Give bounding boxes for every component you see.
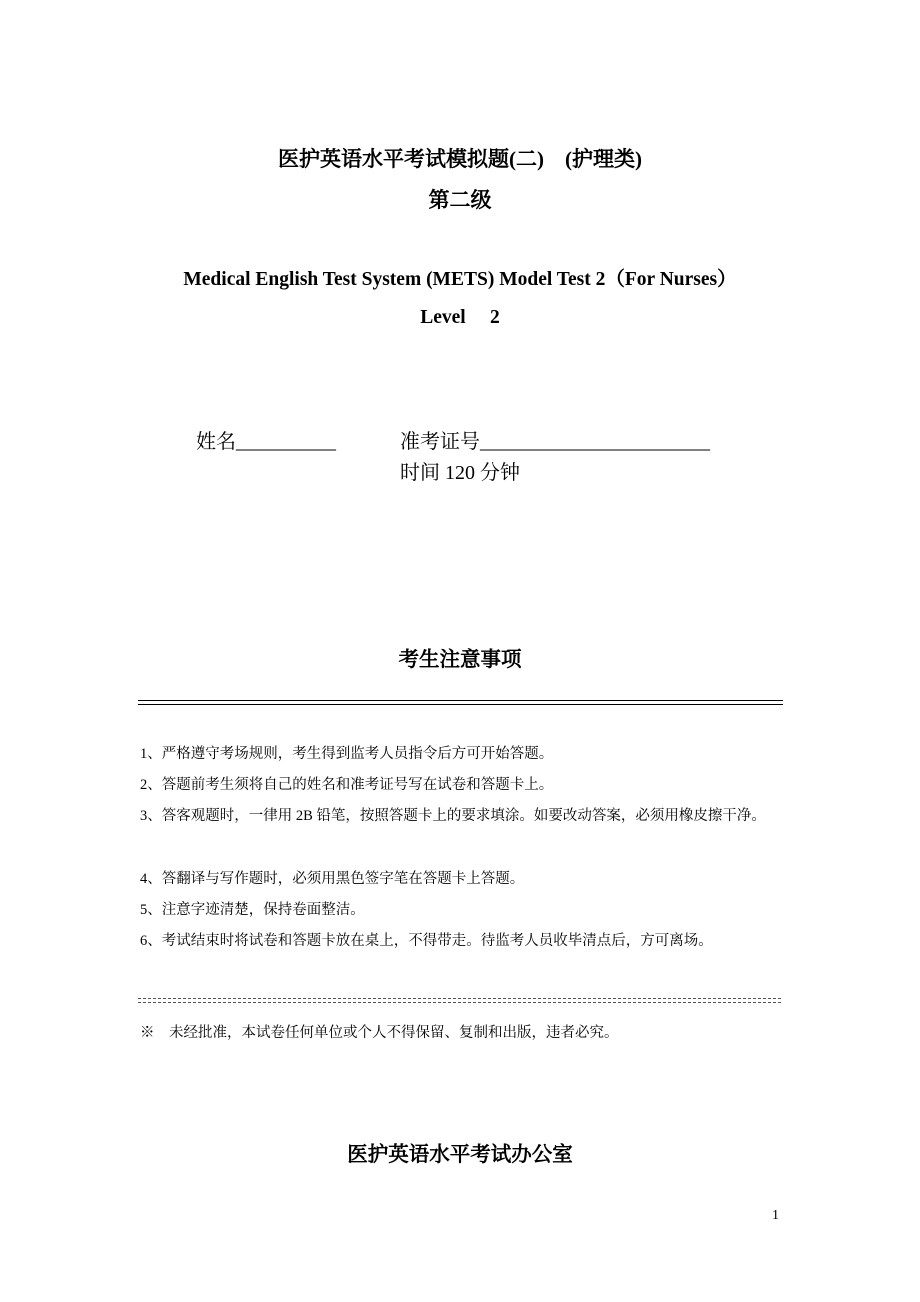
page-number: 1 [772,1208,779,1223]
notice-item: 6、考试结束时将试卷和答题卡放在桌上，不得带走。待监考人员收毕清点后，方可离场。 [140,933,713,949]
admission-number-field: 准考证号_______________________ [400,431,710,453]
notice-item: 3、答客观题时，一律用 2B 铅笔，按照答题卡上的要求填涂。如要改动答案，必须用橡皮擦干净。 [140,808,766,824]
copyright-notice: ※ 未经批准，本试卷任何单位或个人不得保留、复制和出版，违者必究。 [140,1025,619,1041]
exam-duration: 时间 120 分钟 [400,462,520,484]
exam-level-english: Level 2 [420,307,500,328]
notice-divider-bottom [138,998,781,1003]
notice-item: 5、注意字迹清楚，保持卷面整洁。 [140,902,365,918]
notice-item: 2、答题前考生须将自己的姓名和准考证号写在试卷和答题卡上。 [140,777,554,793]
notice-divider-top [138,700,783,705]
candidate-name-field: 姓名__________ [196,431,336,453]
issuing-office: 医护英语水平考试办公室 [347,1144,573,1166]
exam-title-english: Medical English Test System (METS) Model Test 2（For Nurses） [183,269,737,290]
exam-title-chinese: 医护英语水平考试模拟题(二) (护理类) [278,147,642,171]
notice-item: 4、答翻译与写作题时，必须用黑色签字笔在答题卡上答题。 [140,871,525,887]
notice-item: 1、严格遵守考场规则，考生得到监考人员指令后方可开始答题。 [140,746,554,762]
exam-level-chinese: 第二级 [428,188,492,212]
notice-heading: 考生注意事项 [398,649,522,671]
